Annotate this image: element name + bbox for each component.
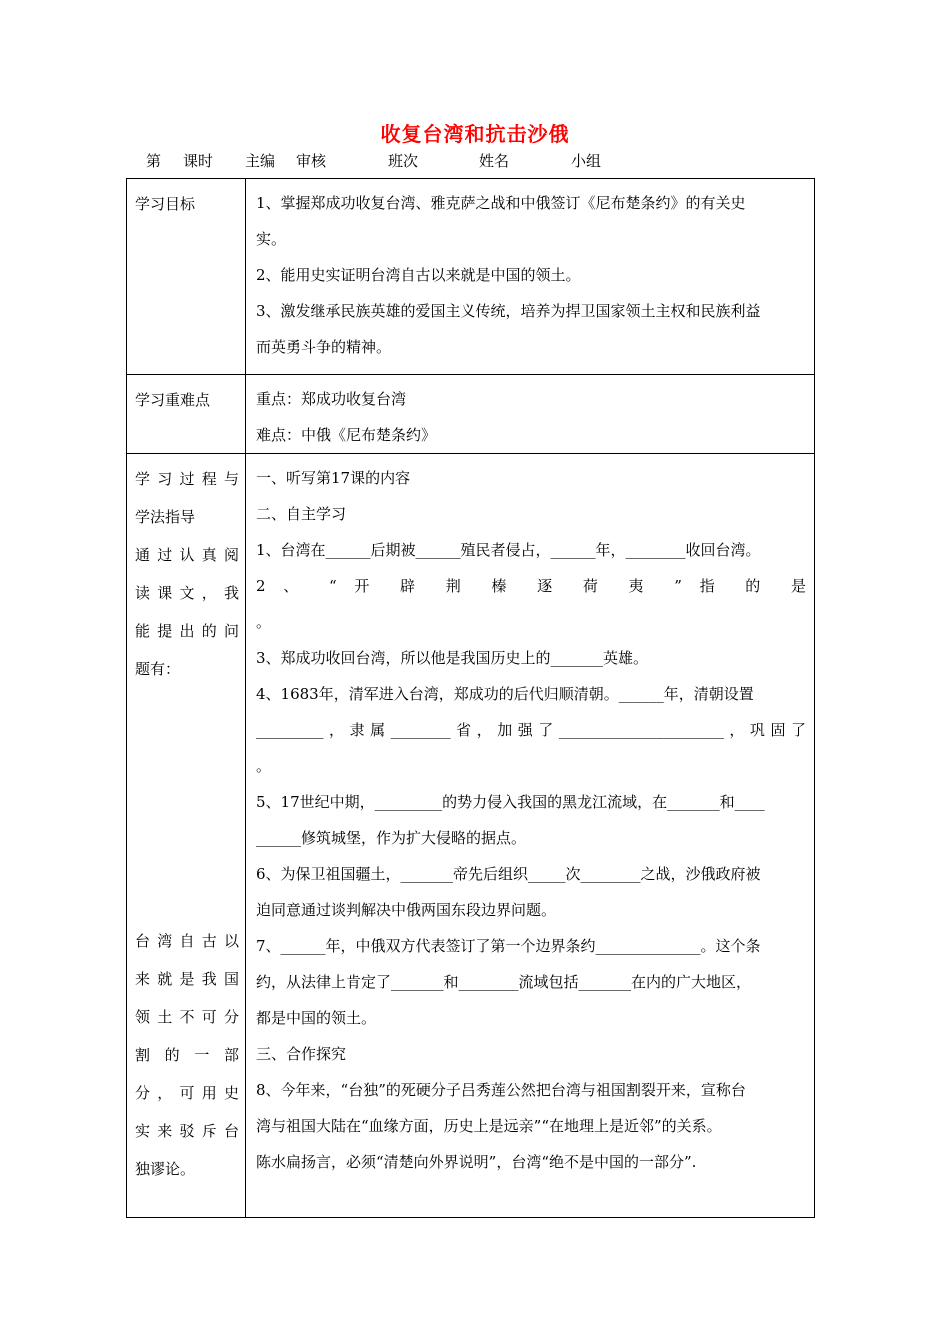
key-points-label: 学习重难点 (135, 391, 211, 409)
field-name: 姓名 (479, 152, 510, 170)
taiwan-note-line: 割 的 一 部 (135, 1046, 239, 1064)
question-line: 8、今年来，“台独”的死硬分子吕秀莲公然把台湾与祖国割裂开来，宣称台 (256, 1081, 746, 1099)
process-label-line: 能提出的问 (135, 622, 239, 640)
question-line: 。 (256, 613, 272, 631)
objective-line: 1、掌握郑成功收复台湾、雅克萨之战和中俄签订《尼布楚条约》的有关史 (256, 194, 746, 212)
question-line: 4、1683年，清军进入台湾，郑成功的后代归顺清朝。______年，清朝设置 (256, 685, 754, 703)
question-line: 陈水扁扬言，必须“清楚向外界说明”，台湾“绝不是中国的一部分”. (256, 1153, 697, 1171)
worksheet-table (126, 178, 815, 1218)
field-reviewer: 审核 (296, 152, 327, 170)
process-row (127, 454, 815, 1218)
question-line: 。 (256, 757, 272, 775)
key-point-line: 重点：郑成功收复台湾 (256, 390, 407, 408)
lesson-field-di: 第 (146, 152, 162, 170)
objective-line: 实。 (256, 230, 287, 248)
question-line: 1、台湾在______后期被______殖民者侵占，______年，________收回台湾。 (256, 541, 761, 559)
taiwan-note-line: 分，可用史 (135, 1084, 239, 1102)
objectives-content (246, 179, 815, 375)
label-spacer (135, 688, 239, 922)
question-line: ______修筑城堡，作为扩大侵略的据点。 (256, 829, 527, 847)
section-heading: 二、自主学习 (256, 505, 347, 523)
question-line: 7、______年，中俄双方代表签订了第一个边界条约______________。这个条 (256, 937, 761, 955)
taiwan-note-line: 领土不可分 (135, 1008, 239, 1026)
question-line: 5、17世纪中期，_________的势力侵入我国的黑龙江流域，在_______和____ (256, 793, 765, 811)
question-line: _________，隶属________省，加强了______________________，巩固了 (256, 721, 806, 739)
taiwan-note-line: 独谬论。 (135, 1160, 196, 1178)
process-label-line: 通过认真阅 (135, 546, 239, 564)
process-label-line: 读课文，我 (135, 584, 239, 602)
process-label-line: 学法指导 (135, 508, 196, 526)
question-line: 约，从法律上肯定了_______和________流域包括_______在内的广大地区， (256, 973, 752, 991)
objective-line: 而英勇斗争的精神。 (256, 338, 392, 356)
section-heading: 一、听写第17课的内容 (256, 469, 411, 487)
field-class: 班次 (388, 152, 419, 170)
field-group: 小组 (571, 152, 602, 170)
objectives-label-cell (127, 179, 246, 375)
question-line: 迫同意通过谈判解决中俄两国东段边界问题。 (256, 901, 557, 919)
objective-line: 2、能用史实证明台湾自古以来就是中国的领土。 (256, 266, 581, 284)
section-heading: 三、合作探究 (256, 1045, 347, 1063)
objective-line: 3、激发继承民族英雄的爱国主义传统，培养为捍卫国家领土主权和民族利益 (256, 302, 761, 320)
key-points-row (127, 375, 815, 454)
document-title: 收复台湾和抗击沙俄 (380, 122, 570, 146)
question-line: 湾与祖国大陆在“血缘方面，历史上是远亲”“在地理上是近邻”的关系。 (256, 1117, 722, 1135)
objectives-row (127, 179, 815, 375)
question-line: 2 、 “ 开 辟 荆 榛 逐 荷 夷 ” 指 的 是 (256, 577, 806, 595)
field-editor: 主编 (245, 152, 276, 170)
question-line: 都是中国的领土。 (256, 1009, 377, 1027)
process-label-line: 题有： (135, 660, 181, 678)
process-label-cell (127, 454, 246, 1218)
lesson-field-period: 课时 (183, 152, 214, 170)
process-content (246, 454, 815, 1218)
taiwan-note-line: 台湾自古以 (135, 932, 239, 950)
key-points-content (246, 375, 815, 454)
objectives-label: 学习目标 (135, 195, 196, 213)
process-label-line: 学习过程与 (135, 470, 239, 488)
question-line: 6、为保卫祖国疆土，_______帝先后组织_____次________之战，沙俄政府被 (256, 865, 761, 883)
key-points-label-cell (127, 375, 246, 454)
taiwan-note-line: 来就是我国 (135, 970, 239, 988)
question-line: 3、郑成功收回台湾，所以他是我国历史上的_______英雄。 (256, 649, 649, 667)
difficult-point-line: 难点：中俄《尼布楚条约》 (256, 426, 437, 444)
taiwan-note-line: 实来驳斥台 (135, 1122, 239, 1140)
